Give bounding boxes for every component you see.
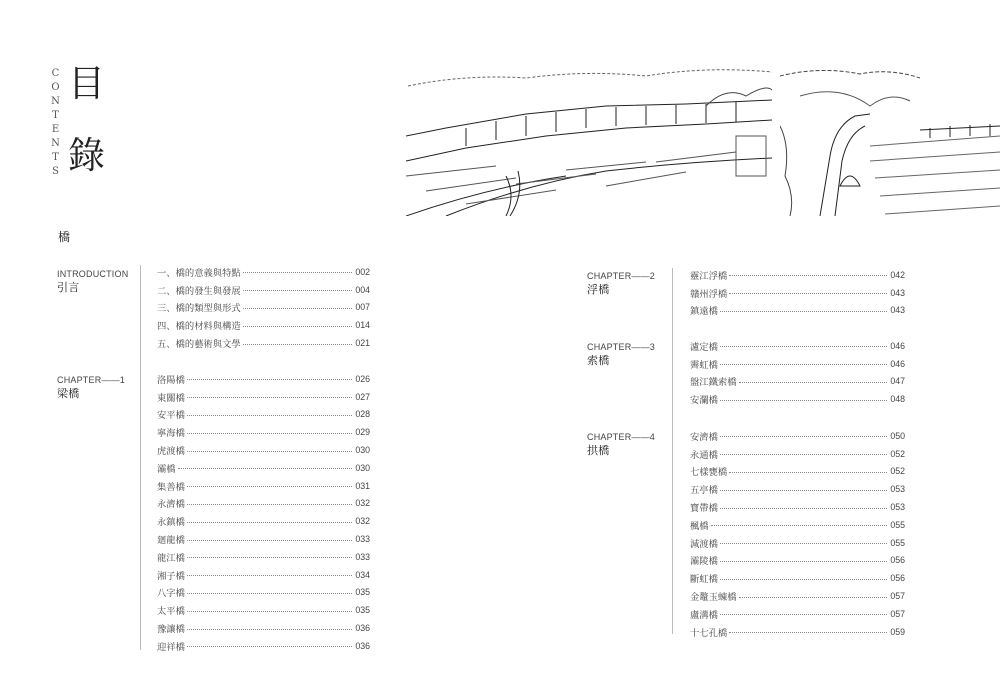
leader-dots <box>720 400 887 401</box>
entry-name: 五、橋的藝術與文學 <box>157 339 241 350</box>
entry-name: 楓橋 <box>690 520 709 531</box>
leader-dots <box>720 454 887 455</box>
toc-entry[interactable] <box>157 530 370 548</box>
leader-dots <box>187 629 352 630</box>
toc-entry[interactable] <box>157 370 370 388</box>
entry-name: 四、橋的材料與構造 <box>157 321 241 332</box>
toc-entry[interactable] <box>690 623 905 641</box>
entry-page: 002 <box>355 266 370 277</box>
toc-entry[interactable] <box>690 463 905 481</box>
leader-dots <box>187 575 352 576</box>
intro-label-en: INTRODUCTION <box>57 269 129 279</box>
chapter-2-label-en: CHAPTER——2 <box>587 271 656 281</box>
leader-dots <box>729 293 887 294</box>
leader-dots <box>720 561 887 562</box>
entry-page: 046 <box>890 358 905 369</box>
entry-name: 盤江鐵索橋 <box>690 377 737 388</box>
leader-dots <box>720 508 887 509</box>
toc-entry[interactable] <box>157 423 370 441</box>
section-heading: 橋 <box>58 230 71 244</box>
leader-dots <box>187 397 352 398</box>
chapter-1-label <box>57 374 125 402</box>
entry-page: 043 <box>890 287 905 298</box>
chapter-1-label-en: CHAPTER——1 <box>57 375 126 385</box>
entry-name: 金鼇玉蝀橋 <box>690 592 737 603</box>
entry-name: 鎮遠橋 <box>690 306 718 317</box>
entry-name: 東關橋 <box>157 392 185 403</box>
leader-dots <box>243 290 352 291</box>
leader-dots <box>720 311 887 312</box>
entry-name: 安瀾橋 <box>690 395 718 406</box>
toc-entry[interactable] <box>157 334 370 352</box>
entry-page: 026 <box>355 373 370 384</box>
leader-dots <box>729 275 887 276</box>
entry-page: 050 <box>890 430 905 441</box>
entry-page: 007 <box>355 302 370 313</box>
toc-entry[interactable] <box>157 495 370 513</box>
entry-name: 灞陵橋 <box>690 556 718 567</box>
entry-name: 斷虹橋 <box>690 574 718 585</box>
entry-name: 二、橋的發生與發展 <box>157 285 241 296</box>
entry-name: 五亭橋 <box>690 485 718 496</box>
chapter-1-label-zh: 梁橋 <box>57 387 80 400</box>
entry-page: 035 <box>355 587 370 598</box>
entry-page: 029 <box>355 427 370 438</box>
intro-entries <box>157 263 370 352</box>
toc-entry[interactable] <box>690 284 905 302</box>
leader-dots <box>187 486 352 487</box>
leader-dots <box>187 504 352 505</box>
entry-page: 056 <box>890 555 905 566</box>
entry-name: 洛陽橋 <box>157 374 185 385</box>
toc-entry[interactable] <box>157 637 370 655</box>
entry-page: 014 <box>355 320 370 331</box>
entry-name: 永濟橋 <box>157 499 185 510</box>
entry-page: 057 <box>890 608 905 619</box>
toc-entry[interactable] <box>690 516 905 534</box>
toc-entry[interactable] <box>690 337 905 355</box>
leader-dots <box>187 522 352 523</box>
chapter-2-label-zh: 浮橋 <box>587 283 610 296</box>
entry-page: 030 <box>355 462 370 473</box>
toc-entry[interactable] <box>157 512 370 530</box>
left-column-rule <box>140 265 141 650</box>
toc-entry[interactable] <box>690 266 905 284</box>
entry-page: 043 <box>890 305 905 316</box>
entry-page: 052 <box>890 448 905 459</box>
entry-name: 贛州浮橋 <box>690 288 728 299</box>
entry-name: 一、橋的意義與特點 <box>157 267 241 278</box>
leader-dots <box>739 382 888 383</box>
entry-name: 減渡橋 <box>690 538 718 549</box>
entry-page: 055 <box>890 537 905 548</box>
entry-name: 湘子橋 <box>157 570 185 581</box>
entry-name: 虎渡橋 <box>157 446 185 457</box>
entry-page: 057 <box>890 591 905 602</box>
leader-dots <box>187 451 352 452</box>
entry-name: 八字橋 <box>157 588 185 599</box>
entry-page: 042 <box>890 269 905 280</box>
chapter-3-label-zh: 索橋 <box>587 354 610 367</box>
toc-entry[interactable] <box>690 605 905 623</box>
entry-page: 032 <box>355 498 370 509</box>
leader-dots <box>178 468 352 469</box>
toc-entry[interactable] <box>157 299 370 317</box>
entry-page: 048 <box>890 394 905 405</box>
bridge-sketch-illustration <box>406 66 772 216</box>
intro-label <box>57 268 128 296</box>
entry-name: 安濟橋 <box>690 431 718 442</box>
toc-entry[interactable] <box>690 569 905 587</box>
leader-dots <box>739 597 888 598</box>
intro-label-zh: 引言 <box>57 281 80 294</box>
leader-dots <box>243 308 352 309</box>
entry-name: 寧海橋 <box>157 428 185 439</box>
entry-page: 033 <box>355 551 370 562</box>
entry-name: 七樣甕橋 <box>690 467 728 478</box>
chapter-1-entries <box>157 370 370 655</box>
entry-name: 安平橋 <box>157 410 185 421</box>
chapter-4-label <box>587 431 655 459</box>
toc-entry[interactable] <box>157 459 370 477</box>
toc-entry[interactable] <box>157 566 370 584</box>
toc-entry[interactable] <box>690 373 905 391</box>
entry-page: 033 <box>355 534 370 545</box>
toc-entry[interactable] <box>690 498 905 516</box>
toc-entry[interactable] <box>157 316 370 334</box>
toc-entry[interactable] <box>157 619 370 637</box>
entry-page: 052 <box>890 466 905 477</box>
toc-entry[interactable] <box>157 388 370 406</box>
toc-entry[interactable] <box>157 263 370 281</box>
toc-entry[interactable] <box>690 445 905 463</box>
leader-dots <box>187 379 352 380</box>
entry-name: 永通橋 <box>690 449 718 460</box>
leader-dots <box>729 632 887 633</box>
leader-dots <box>187 540 352 541</box>
toc-entry[interactable] <box>690 302 905 320</box>
toc-entry[interactable] <box>690 587 905 605</box>
toc-entry[interactable] <box>157 441 370 459</box>
leader-dots <box>243 344 352 345</box>
leader-dots <box>187 593 352 594</box>
leader-dots <box>187 611 352 612</box>
entry-page: 055 <box>890 519 905 530</box>
chapter-3-entries <box>690 337 905 408</box>
entry-page: 030 <box>355 445 370 456</box>
entry-name: 太平橋 <box>157 606 185 617</box>
entry-page: 035 <box>355 605 370 616</box>
entry-page: 036 <box>355 640 370 651</box>
entry-page: 034 <box>355 569 370 580</box>
entry-page: 053 <box>890 502 905 513</box>
entry-page: 031 <box>355 480 370 491</box>
entry-name: 永鎮橋 <box>157 517 185 528</box>
toc-entry[interactable] <box>157 406 370 424</box>
chapter-2-label <box>587 270 655 298</box>
leader-dots <box>729 472 887 473</box>
leader-dots <box>243 272 352 273</box>
entry-name: 灞橋 <box>157 463 176 474</box>
chapter-4-entries <box>690 427 905 641</box>
leader-dots <box>720 436 887 437</box>
contents-vertical-label: CONTENTS <box>50 68 61 180</box>
leader-dots <box>720 364 887 365</box>
entry-page: 036 <box>355 623 370 634</box>
entry-name: 靈江浮橋 <box>690 270 728 281</box>
entry-page: 046 <box>890 340 905 351</box>
entry-page: 028 <box>355 409 370 420</box>
entry-page: 053 <box>890 484 905 495</box>
right-column-rule <box>672 268 673 634</box>
entry-page: 056 <box>890 573 905 584</box>
chapter-3-label-en: CHAPTER——3 <box>587 342 656 352</box>
toc-entry[interactable] <box>690 552 905 570</box>
entry-name: 盧溝橋 <box>690 609 718 620</box>
toc-entry[interactable] <box>157 584 370 602</box>
leader-dots <box>720 490 887 491</box>
entry-name: 三、橋的類型與形式 <box>157 303 241 314</box>
entry-page: 059 <box>890 626 905 637</box>
entry-name: 集善橋 <box>157 481 185 492</box>
entry-page: 032 <box>355 516 370 527</box>
entry-name: 霽虹橋 <box>690 359 718 370</box>
leader-dots <box>187 433 352 434</box>
leader-dots <box>187 415 352 416</box>
leader-dots <box>187 646 352 647</box>
chapter-3-label <box>587 341 655 369</box>
toc-entry[interactable] <box>157 281 370 299</box>
entry-name: 迎祥橋 <box>157 641 185 652</box>
leader-dots <box>720 614 887 615</box>
leader-dots <box>720 579 887 580</box>
toc-entry[interactable] <box>157 477 370 495</box>
title-char-1: 目 <box>68 62 105 105</box>
toc-entry[interactable] <box>690 427 905 445</box>
entry-page: 027 <box>355 391 370 402</box>
arch-bridge-sketch-illustration <box>780 66 1000 216</box>
toc-entry[interactable] <box>690 390 905 408</box>
leader-dots <box>243 326 352 327</box>
toc-entry[interactable] <box>690 534 905 552</box>
toc-entry[interactable] <box>157 601 370 619</box>
leader-dots <box>720 346 887 347</box>
entry-page: 047 <box>890 376 905 387</box>
toc-entry[interactable] <box>690 355 905 373</box>
entry-name: 龍江橋 <box>157 552 185 563</box>
entry-page: 004 <box>355 284 370 295</box>
entry-name: 寶帶橋 <box>690 503 718 514</box>
toc-entry[interactable] <box>157 548 370 566</box>
title-char-2: 錄 <box>68 134 105 177</box>
entry-page: 021 <box>355 338 370 349</box>
entry-name: 瀘定橋 <box>690 341 718 352</box>
chapter-4-label-en: CHAPTER——4 <box>587 432 656 442</box>
leader-dots <box>711 525 887 526</box>
leader-dots <box>720 543 887 544</box>
leader-dots <box>187 557 352 558</box>
entry-name: 廻龍橋 <box>157 535 185 546</box>
chapter-2-entries <box>690 266 905 319</box>
entry-name: 豫讓橋 <box>157 624 185 635</box>
toc-entry[interactable] <box>690 480 905 498</box>
chapter-4-label-zh: 拱橋 <box>587 444 610 457</box>
entry-name: 十七孔橋 <box>690 627 728 638</box>
